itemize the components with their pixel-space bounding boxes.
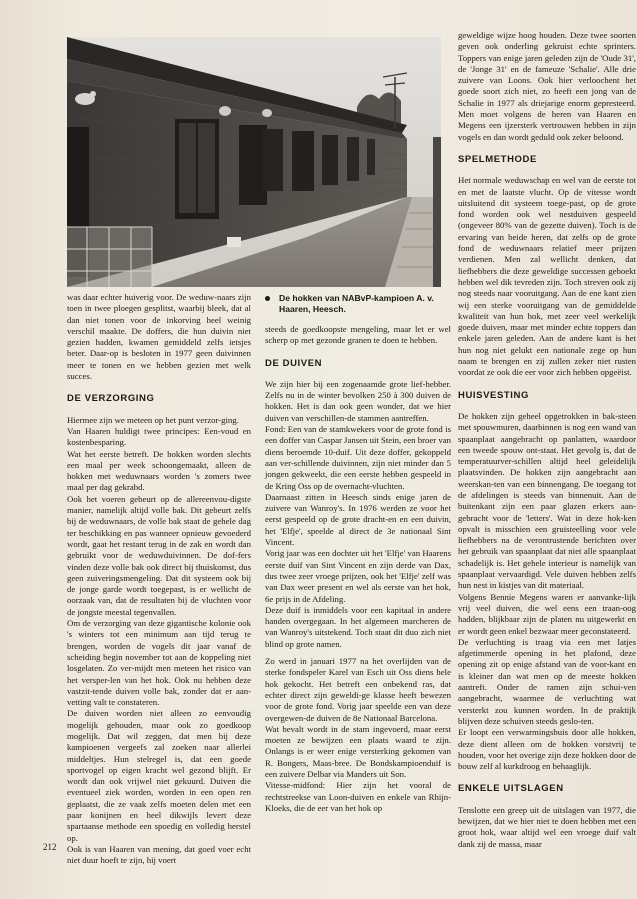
section-heading-duiven: DE DUIVEN [265,357,323,369]
column-right [458,30,636,890]
bullet-icon [265,296,270,301]
col3-paragraph: Het normale weduwschap en wel van de eerste tot en met de laatste vlucht. Op de vitesse wordt uitsluitend dit systeem toege-past, op de grote fond worden ook wel nestduiven gespeeld (ongeveer 80% van de gezette duiven). Toch is de ervaring van beide heren, dat zelfs op de grote fond de weduwnaars relatief meer prijzen verdienen. Men zal wellicht denken, dat liefhebbers die deze geweldige successen geboekt hebben wel dik tevreden zijn. Toch streven ook zij nog steeds naar vooruitgang. Aan de ene kant zien wij een sterke vooruitgang van de gemiddelde kwaliteit van hun hok, met zeer veel werkelijk goede duiven, maar met minder echte toppers dan enkele jaren geleden. Aan de andere kant is het hun nog niet gelukt een nationale zege op hun naam te brengen en zij zullen zeker niet rusten voordat ze ook die eer voor zich hebben opgeëist. [458,175,636,378]
col1-intro: was daar echter huiverig voor. De weduw-naars zijn toen in twee ploegen gesplitst, waarbij bleek, dat al dan niet tonen voor de inkorving heel weinig verschil maakte. De doffers, die hun duivin niet gezien hadden, kwamen gemiddeld zelfs ietsjes beter. Daar-op is besloten in 1977 geen duivinnen meer te tonen en we hebben gezien met welk succes. [67,292,251,382]
col1-paragraph: Ook het voeren gebeurt op de allereenvou-digste manier, namelijk altijd volle bak. Dit gebeurt zelfs bij de weduwnaars, de volle bak staat de gehele dag ter beschikking en pas wanneer opnieuw gevoederd wordt, gaat het restant terug in de zak en wordt dan gebruikt voor de weduwduivinnen. De dof-fers vinden deze volle bak ook direct bij thuiskomst, dus geen zuiveringsmengeling. Dat dit systeem ook bij de jonge garde wordt toegepast, is er wellicht de oorzaak van, dat de resultaten bij de vluchten voor de jongste meestal tegenvallen. [67,493,251,617]
col2-paragraph: Deze duif is inmiddels voor een kapitaal in andere handen overgegaan. In het algemeen marcheren de van Wanroy's uitstekend. Toch staat dit duo zich niet blind op grote namen. [265,604,451,649]
col1-paragraph: Om de verzorging van deze gigantische kolonie ook 's winters tot een minimum aan tijd terug te brengen, worden de vogels dit jaar vanaf de scheiding begin november tot aan de koppeling niet losgelaten. Zo ver-mijdt men meteen het risico van het versper-len van het hok. Ook nu hebben deze vastzit-tende duiven volle bak, zonder dat er aan-vetting valt te constateren. [67,618,251,708]
col2-paragraph: Vorig jaar was een dochter uit het 'Elfje' van Haarens eerste duif van Sint Vincent en zijn derde van Dax, dus twee zeer vroege prijzen, ook het 'Elfje' zelf was van Dax weer present en wel als eerste van het hok, 6e prijs in de Afdeling. [265,548,451,604]
col3-paragraph: De hokken zijn geheel opgetrokken in bak-steen met spouwmuren, daarbinnen is nog een wand van spaanplaat aangebracht op panlatten, waardoor een tweede spouw ont-staat. Het gevolg is, dat de temperatuurver-schillen altijd heel geleidelijk plaatsvinden. De hokken zijn aangebracht aan weerskan-ten van een binnengang. De toegang tot de afdelingen is steeds van binnenuit. Aan de buitenkant zijn een paar glazen erkers aan-gebracht voor de 'letters'. Wat in deze hok-ken opvalt is misschien een gruisteelling voor vele liefhebbers na de verontrustende berichten over het gebruik van spaanplaat dat niet alle spaanplaat schadelijk is. Het gehele interieur is namelijk van spaanplaat vervaardigd. Vele duiven hebben zelfs hun nest in kistjes van dit materiaal. [458,410,636,591]
col2-paragraph: Zo werd in januari 1977 na het overlijden van de sterke fondspeler Karel van Esch uit Oss diens hele hok gekocht. Het betreft een onbekend ras, dat echter direct zijn geweldi-ge klasse heeft bewezen voor de grote fond. Vorig jaar speelde een van deze overgewen-de duiven de 8e Nationaal Barcelona. [265,656,451,723]
col2-paragraph: Fond: Een van de stamkwekers voor de grote fond is een doffer van Caspar Jansen uit Stein, een broer van diens beroemde 10-duif. Uit deze doffer, gekoppeld aan ver-schillende duivinnen, zijn niet minder dan 5 jongen gekweekt, die een eerste hebben gespeeld in de Kring Oss op de overnacht-vluchten. [265,424,451,491]
column-middle [265,324,451,814]
col3-paragraph: Er loopt een verwarmingsbuis door alle hokken, deze dient alleen om de hokken vorstvrij te houden, voor het overige zijn deze hokken door de bouw zelf al kurkdroog en behaaglijk. [458,727,636,772]
column-left [67,292,251,867]
section-heading-uitslagen: ENKELE UITSLAGEN [458,783,564,795]
col3-paragraph: De verluchting is traag via een met latjes afgetimmerde opening in het plafond, deze opening zit op enige afstand van de voor-kant en is kleiner dan wat men op de meeste hokken aantreft. Onder de ramen zijn schui-ven aangebracht, waarmee de verluchting wat versterkt zou kunnen worden. In de praktijk blijven deze schuiven steeds geslo-ten. [458,636,636,726]
section-heading-verzorging: DE VERZORGING [67,393,155,405]
photo-caption-text: De hokken van NABvP-kampioen A. v. Haaren, Heesch. [279,293,434,314]
photo-caption [265,293,451,315]
col1-paragraph: Wat het eerste betreft. De hokken worden slechts een maal per week schoongemaakt, alleen de hokken met weduwnaars worden 's zomers twee maal per dag gekrabd. [67,448,251,493]
col2-paragraph: steeds de goedkoopste mengeling, maar let er wel scherp op met gezonde granen te doen te hebben. [265,324,451,346]
col2-paragraph: We zijn hier bij een zogenaamde grote lief-hebber. Zelfs nu in de winter bevolken 250 à 300 duiven de hokken. Het is dan ook geen wonder, dat we hier duiven van verschillen-de stammen aantreffen. [265,378,451,423]
col1-paragraph: Ook is van Haaren van mening, dat goed voer echt niet duur hoeft te zijn, hij voert [67,843,251,866]
col2-paragraph: Vitesse-midfond: Hier zijn het vooral de rechtstreekse van Loon-duiven en enkele van Rhijn-Kloeks, die de eer van het hok op [265,780,451,813]
col1-paragraph: De duiven worden niet alleen zo eenvoudig mogelijk gehouden, maar ook zo goedkoop mogelijk. Dat wil zeggen, dat men bij deze kampioenen vergeefs zal zoeken naar allerlei middeltjes. Hun stelregel is, dat een goede sportvogel op eigen kracht wel gezond blijft. Er wordt dan ook vrijwel niet gekuurd. Duiven die eventueel ziek worden, worden in een open ren geplaatst, die ze vaak zelfs moeten delen met een paar konijnen en heel dikwijls levert deze spartaanse methode een spoedig en volledig herstel op. [67,708,251,843]
col3-paragraph: Volgens Bennie Megens waren er aanvanke-lijk vrij veel duiven, die wel eens een traan-oog hadden, blijkbaar zijn de platen nu uitgewerkt en er wordt geen enkel bezwaar meer geconstateerd. [458,591,636,636]
col3-paragraph: Tenslotte een greep uit de uitslagen van 1977, die bewijzen, dat we hier niet te doen hebben met een groot hok, waar altijd wel een vroege duif valt dank zij de massa, maar [458,804,636,849]
col2-paragraph: Daarnaast zitten in Heesch sinds enige jaren de zuivere van Wanroy's. In 1976 werden ze voor het eerst gespeeld op de grote dracht-en en een duivin, het 'Elfje', speelde al direct de 3e nationaal Sint Vincent. [265,491,451,548]
pigeon-loft-photo [67,37,441,287]
section-heading-spelmethode: SPELMETHODE [458,153,537,165]
col1-paragraph: Van Haaren huldigt twee principes: Een-voud en kostenbesparing. [67,425,251,448]
col2-paragraph: Wat bevalt wordt in de stam ingevoerd, maar eerst moeten ze bewijzen een plaats waard te zijn. Onlangs is er weer enige versterking gekomen van R. Bongers, Maas-bree. De Bondskampioenduif is een zuivere Delbar via Manders uit Son. [265,723,451,779]
col1-paragraph: Hiermee zijn we meteen op het punt verzor-ging. [67,414,239,425]
page-number: 212 [43,842,57,852]
section-heading-huisvesting: HUISVESTING [458,389,529,401]
col3-intro: geweldige wijze hoog houden. Deze twee soorten geven ook onderling gekruist echte sprinters. Toppers van enige jaren geleden zijn de 'Oude 31', de 'Jonge 31' en de fameuze 'Schalie'. Alle drie zuivere van Loons. Ook hier verloochent het goede soort zich niet, zo heeft een jong van de Schalie in 1977 als driejarige enorm gepresteerd. Men moet volgens de heren van Haaren en Megens een ijzersterk vertrouwen hebben in zijn vogels en dan wordt geduld ook zeker beloond. [458,30,636,142]
